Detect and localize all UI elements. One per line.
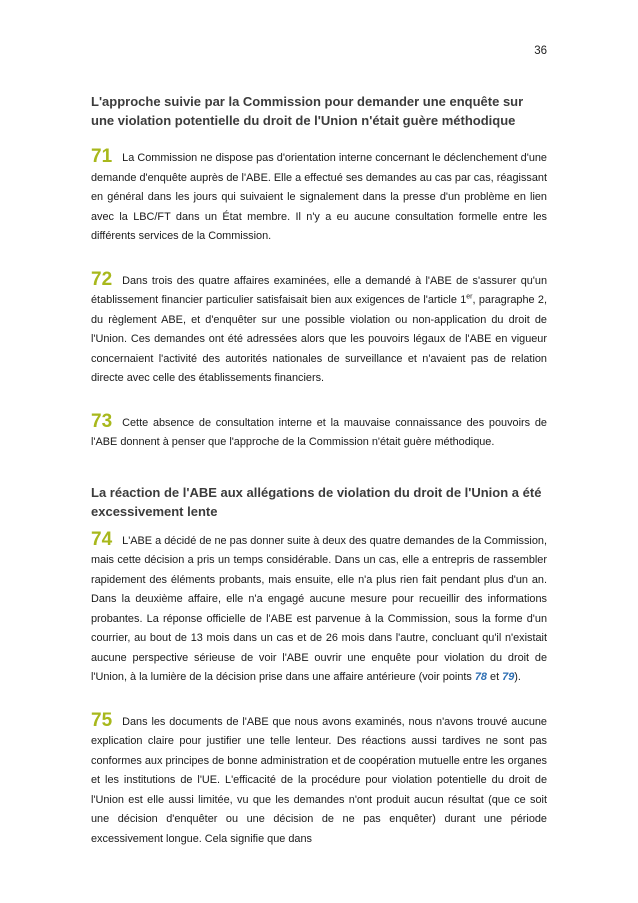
paragraph-text: Cette absence de consultation interne et la mauvaise connaissance des pouvoirs de l'ABE donnent à penser que l'approche de la Commission n'était guère méthodique. bbox=[91, 416, 547, 448]
paragraph-text: La Commission ne dispose pas d'orientation interne concernant le déclenchement d'une demande d'enquête auprès de l'ABE. Elle a effectué ses demandes au cas par cas, réagissant en général dans les jours qui suivaient le signalement dans la presse d'un problème en lien avec la LBC/FT dans un État membre. Il n'y a eu aucune consultation formelle entre les différents services de la Commission. bbox=[91, 152, 547, 242]
page-content bbox=[91, 92, 547, 849]
paragraph-number: 72 bbox=[91, 268, 113, 290]
superscript: er bbox=[466, 293, 473, 301]
paragraph-75 bbox=[91, 710, 547, 850]
paragraph-71 bbox=[91, 146, 547, 247]
page-number: 36 bbox=[534, 45, 547, 57]
paragraph-text: Dans les documents de l'ABE que nous avons examinés, nous n'avons trouvé aucune explication claire pour justifier une telle lenteur. Des réactions aussi tardives ne sont pas conformes aux principes de bonne administration et de coopération mutuelle entre les organes et les institutions de l'UE. L'efficacité de la procédure pour violation potentielle du droit de l'Union est elle aussi limitée, vu que les demandes n'ont produit aucun résultat (que ce soit une décision d'enquêter ou une décision de ne pas enquêter) durant une période excessivement longue. Cela signifie que dans bbox=[91, 715, 547, 845]
paragraph-number: 71 bbox=[91, 146, 113, 167]
paragraph-text: Dans trois des quatre affaires examinées, elle a demandé à l'ABE de s'assurer qu'un établissement financier particulier satisfaisait bien aux exigences de l'article 1 bbox=[91, 274, 547, 306]
paragraph-73 bbox=[91, 411, 547, 453]
point-reference-link[interactable]: 78 bbox=[474, 671, 487, 683]
section-heading-commission-approach: L'approche suivie par la Commission pour demander une enquête sur une violation potentielle du droit de l'Union n'était guère méthodique bbox=[91, 94, 524, 128]
paragraph-74 bbox=[91, 529, 547, 688]
conjunction-text: et bbox=[487, 671, 503, 683]
paragraph-number: 73 bbox=[91, 410, 113, 432]
paragraph-text-continued: , paragraphe 2, du règlement ABE, et d'enquêter sur une possible violation ou non-application du droit de l'Union. Ces demandes ont été adressées alors que les pouvoirs légaux de l'ABE en vigueur concernaient l'activité des autorités nationales de surveillance et n'avaient pas de relation directe avec celle des établissements financiers. bbox=[91, 294, 547, 384]
paragraph-number: 74 bbox=[91, 528, 113, 550]
paragraph-number: 75 bbox=[91, 709, 113, 731]
point-reference-link[interactable]: 79 bbox=[502, 671, 515, 683]
section-heading-abe-reaction: La réaction de l'ABE aux allégations de violation du droit de l'Union a été excessivement lente bbox=[91, 484, 542, 519]
closing-text: ). bbox=[514, 671, 521, 683]
paragraph-72 bbox=[91, 269, 547, 389]
paragraph-text: L'ABE a décidé de ne pas donner suite à deux des quatre demandes de la Commission, mais cette décision a pris un temps considérable. Dans un cas, elle a entrepris de rassembler rapidement des éléments probants, mais ensuite, elle n'a plus rien fait pendant plus d'un an. Dans la deuxième affaire, elle n'a engagé aucune mesure pour recueillir des informations probantes. La réponse officielle de l'ABE est parvenue à la Commission, sous la forme d'un courrier, au bout de 13 mois dans un cas et de 26 mois dans l'autre, concluant qu'il n'existait aucune perspective sérieuse de voir l'ABE ouvrir une enquête pour violation du droit de l'Union, à la lumière de la décision prise dans une affaire antérieure (voir points bbox=[91, 534, 547, 683]
